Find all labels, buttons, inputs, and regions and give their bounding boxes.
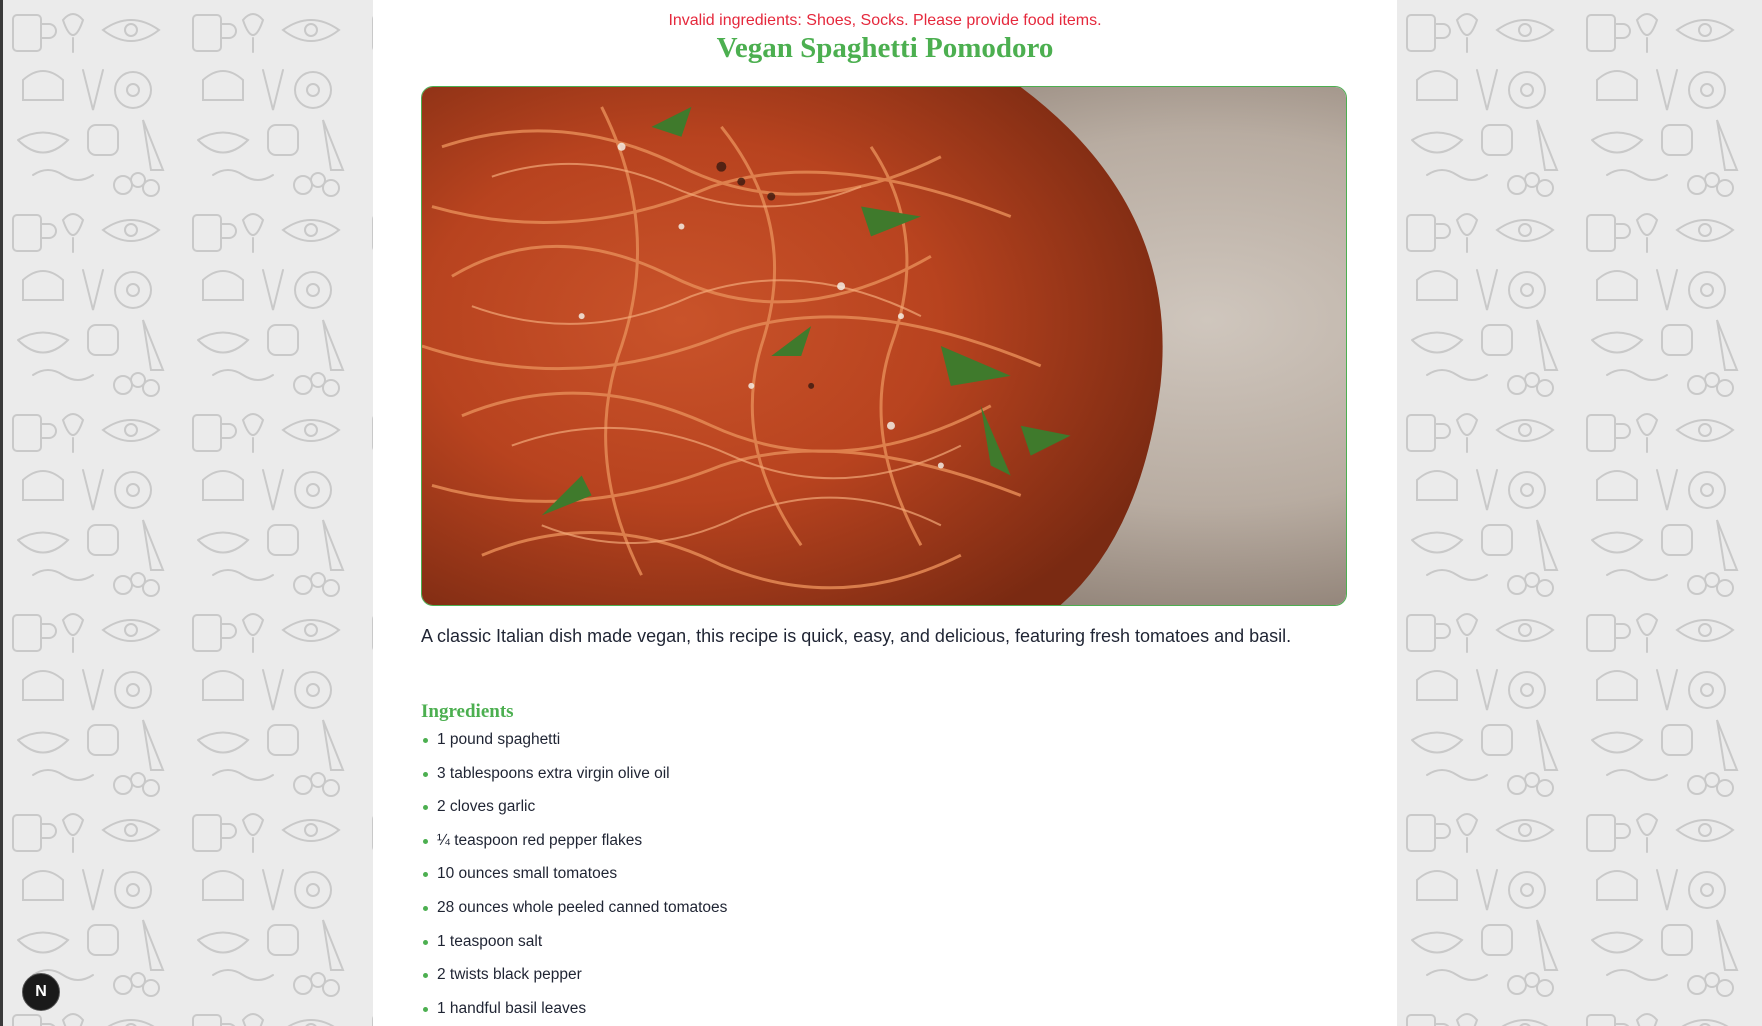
recipe-image xyxy=(421,86,1347,606)
recipe-description: A classic Italian dish made vegan, this recipe is quick, easy, and delicious, featuring fresh tomatoes and basil. xyxy=(421,626,1292,646)
ingredients-list xyxy=(421,729,727,1026)
ingredient-item: 28 ounces whole peeled canned tomatoes xyxy=(421,897,727,931)
ingredient-item: 3 tablespoons extra virgin olive oil xyxy=(421,763,727,797)
ingredient-item: ¼ teaspoon red pepper flakes xyxy=(421,830,727,864)
food-doodle-background-right xyxy=(1397,0,1762,1026)
recipe-title: Vegan Spaghetti Pomodoro xyxy=(716,32,1054,64)
ingredient-item: 2 twists black pepper xyxy=(421,964,727,998)
error-message: Invalid ingredients: Shoes, Socks. Please provide food items. xyxy=(668,12,1102,29)
ingredient-item: 1 handful basil leaves xyxy=(421,998,727,1026)
nextjs-logo-icon[interactable] xyxy=(22,973,60,1011)
dev-badge-label: N xyxy=(35,983,47,1000)
food-doodle-background-left xyxy=(0,0,373,1026)
ingredient-item: 2 cloves garlic xyxy=(421,796,727,830)
ingredient-item: 10 ounces small tomatoes xyxy=(421,863,727,897)
recipe-card xyxy=(373,0,1397,1026)
ingredients-heading: Ingredients xyxy=(421,701,514,722)
ingredient-item: 1 pound spaghetti xyxy=(421,729,727,763)
ingredient-item: 1 teaspoon salt xyxy=(421,931,727,965)
